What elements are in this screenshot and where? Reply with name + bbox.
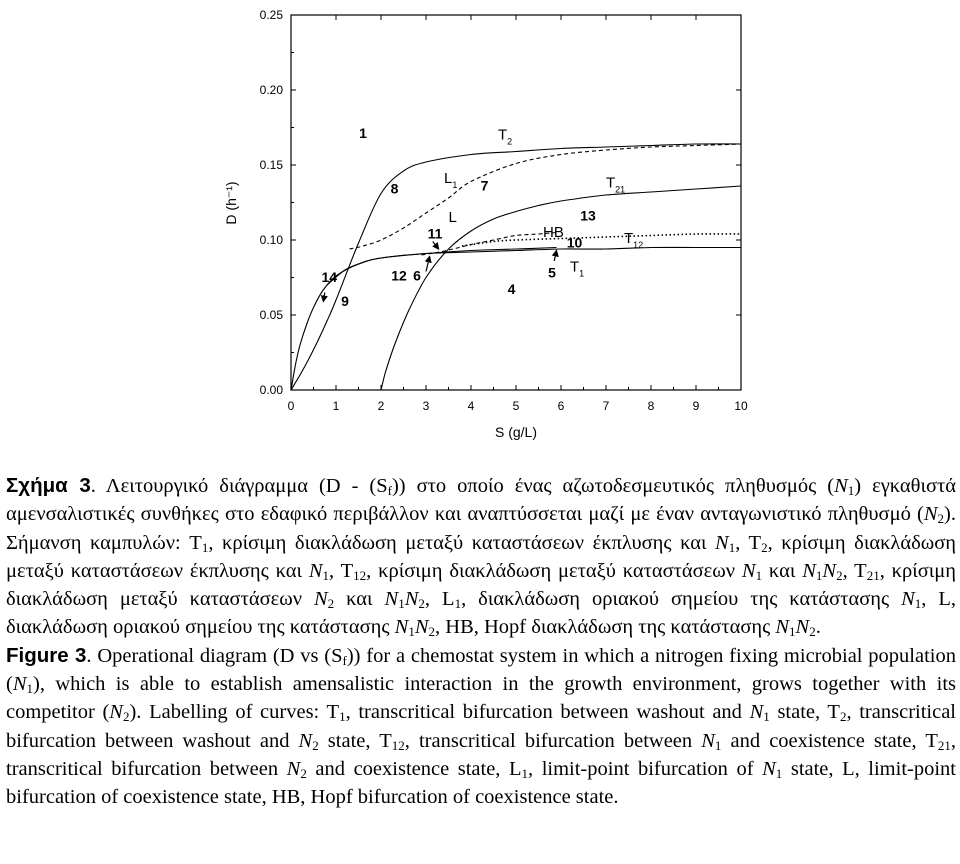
pointer-arrow <box>426 257 430 272</box>
caption-italic: N <box>834 475 848 497</box>
caption-text: )) for a chemostat system in which a nitrogen fixing microbial population ( <box>6 644 956 696</box>
x-tick-label: 3 <box>422 399 430 413</box>
caption-sub: 21 <box>937 737 951 753</box>
curve-label: HB <box>543 224 564 241</box>
caption-italic: N <box>762 757 776 780</box>
caption-italic: N <box>701 729 715 752</box>
caption-text: , κρίσιμη διακλάδωση μεταξύ καταστάσεων έκπλυσης και <box>208 531 716 554</box>
region-label: 9 <box>341 293 349 309</box>
caption-text: , transcritical bifurcation between <box>404 729 702 752</box>
caption-sub: 2 <box>937 511 945 527</box>
x-tick-label: 7 <box>602 399 610 413</box>
caption-italic: N <box>923 503 938 526</box>
curve-t21 <box>381 186 741 390</box>
caption-sub: f <box>342 652 347 668</box>
caption-italic: N <box>109 701 123 724</box>
curve-label: $L_1$ <box>444 170 458 190</box>
caption-sub: 1 <box>398 596 405 612</box>
caption-italic: N <box>414 616 429 639</box>
x-tick-label: 6 <box>557 399 565 413</box>
caption-greek-label: Σχήμα 3 <box>6 474 91 497</box>
caption-sub: 1 <box>763 709 770 725</box>
x-tick-label: 10 <box>734 399 748 413</box>
caption-text: , T <box>329 559 354 582</box>
caption-text: , limit-point bifurcation of <box>528 757 763 780</box>
caption-text: , HB, Hopf διακλάδωση της κατάστασης <box>435 616 776 639</box>
curve-label: $T_1$ <box>570 258 585 279</box>
caption-sub: 2 <box>327 596 335 612</box>
y-axis-label: D (h⁻¹) <box>223 181 239 225</box>
y-tick-label: 0.10 <box>259 233 283 247</box>
curves <box>291 144 741 390</box>
caption-text: , διακλάδωση οριακού σημείου της κατάστασης <box>461 588 902 611</box>
caption-text: . Λειτουργικό διάγραμμα (D - (S <box>90 475 388 497</box>
caption-text: ) εγκαθιστά αμενσαλιστικές συνθήκες στο εδαφικό περιβάλλον και αναπτύσσεται μαζί με έναν ανταγωνιστικό πληθυσμό ( <box>6 475 957 526</box>
caption-sub: 21 <box>866 567 880 583</box>
caption-text: and coexistence state, T <box>721 729 938 752</box>
caption-text: , T <box>842 559 867 582</box>
caption-italic: N <box>802 559 816 582</box>
curve-label: $T_{21}$ <box>606 174 626 195</box>
caption-sub: 2 <box>809 624 816 640</box>
caption-text: . <box>815 616 821 639</box>
caption-italic: N <box>795 616 810 639</box>
x-axis-label: S (g/L) <box>494 424 538 440</box>
caption-text: state, L, limit-point bifurcation of coexistence state, HB, Hopf bifurcation of coexistence state. <box>6 757 956 809</box>
caption-sub: 12 <box>391 737 405 753</box>
caption-text: . Operational diagram (D vs (S <box>86 644 343 667</box>
caption-italic: N <box>775 616 790 639</box>
caption-sub: 1 <box>847 483 855 498</box>
caption-italic: N <box>308 559 323 582</box>
caption-sub: 2 <box>122 709 130 725</box>
caption-sub: 12 <box>353 567 367 583</box>
caption-text: , κρίσιμη διακλάδωση μεταξύ καταστάσεων <box>6 559 957 611</box>
x-tick-label: 4 <box>467 399 475 413</box>
caption-text: , L, διακλάδωση οριακού σημείου της κατάστασης <box>6 588 957 639</box>
caption-text: state, T <box>318 729 392 752</box>
caption-italic: N <box>384 588 399 611</box>
caption-sub: f <box>387 483 392 498</box>
caption-italic: N <box>286 757 301 780</box>
axes <box>260 8 748 413</box>
caption-text: ), which is able to establish amensalistic interaction in the growth environment, grows together with its competitor ( <box>6 673 956 724</box>
y-tick-label: 0.25 <box>259 8 283 22</box>
region-label: 5 <box>548 264 556 281</box>
caption-text: state, T <box>769 701 840 724</box>
caption-sub: 1 <box>775 765 783 781</box>
caption-text: , transcritical bifurcation between washout and <box>345 701 750 724</box>
region-label: 13 <box>580 207 596 224</box>
caption-text: )) στο οποίο ένας αζωτοδεσμευτικός πληθυσμός ( <box>391 475 835 497</box>
caption-text: και <box>334 588 385 611</box>
pointer-arrow <box>433 242 439 250</box>
figure-caption <box>6 472 956 812</box>
x-tick-label: 5 <box>512 399 520 413</box>
y-tick-label: 0.05 <box>259 308 283 322</box>
caption-english-label: Figure 3 <box>6 643 87 667</box>
caption-sub: 1 <box>408 624 415 640</box>
caption-greek <box>6 472 956 642</box>
region-label: 12 <box>391 267 407 284</box>
x-tick-label: 8 <box>647 399 655 413</box>
region-label: 14 <box>321 269 338 285</box>
y-tick-label: 0.00 <box>259 383 283 397</box>
caption-sub: 1 <box>322 567 330 583</box>
region-label: 6 <box>413 267 421 284</box>
caption-sub: 2 <box>839 709 847 725</box>
caption-sub: 1 <box>26 681 34 697</box>
caption-sub: 2 <box>761 539 768 555</box>
caption-sub: 2 <box>428 624 436 640</box>
pointer-arrow <box>554 251 556 262</box>
caption-sub: 2 <box>312 737 319 753</box>
caption-italic: N <box>12 673 27 696</box>
caption-text: , κρίσιμη διακλάδωση μεταξύ καταστάσεων <box>366 559 742 582</box>
caption-sub: 1 <box>201 539 209 555</box>
region-label: 11 <box>427 225 443 242</box>
caption-text: και <box>762 559 803 582</box>
region-label: 1 <box>359 125 367 141</box>
caption-italic: N <box>298 729 313 752</box>
caption-text: , transcritical bifurcation between <box>6 729 956 780</box>
y-tick-label: 0.20 <box>259 83 283 97</box>
curve-t2 <box>291 144 741 390</box>
region-label: 8 <box>390 180 399 197</box>
y-tick-label: 0.15 <box>259 158 283 172</box>
caption-text: and coexistence state, L <box>306 757 522 780</box>
caption-italic: N <box>715 531 729 554</box>
curve-t1 <box>291 247 741 390</box>
caption-sub: 1 <box>728 539 736 555</box>
caption-italic: N <box>741 559 756 582</box>
x-tick-label: 1 <box>332 399 340 413</box>
plot-frame <box>291 15 741 390</box>
caption-text: , transcritical bifurcation between washout and <box>6 701 956 752</box>
caption-text: , L <box>424 588 455 611</box>
caption-sub: 1 <box>755 567 763 583</box>
pointer-arrow <box>323 293 324 302</box>
caption-italic: N <box>394 616 409 639</box>
caption-italic: N <box>313 588 328 611</box>
caption-sub: 1 <box>521 765 529 781</box>
caption-sub: 1 <box>815 567 823 583</box>
caption-sub: 1 <box>914 596 922 612</box>
caption-sub: 2 <box>418 596 425 612</box>
x-tick-label: 2 <box>377 399 385 413</box>
caption-sub: 1 <box>339 709 346 725</box>
caption-italic: N <box>822 559 837 582</box>
caption-sub: 1 <box>789 624 796 640</box>
caption-english <box>6 642 956 812</box>
region-label: 10 <box>566 234 583 251</box>
curve-label: $T_2$ <box>498 126 513 147</box>
caption-italic: N <box>901 588 915 611</box>
region-label: 4 <box>507 281 516 297</box>
caption-text: , T <box>735 531 762 554</box>
x-tick-label: 0 <box>287 399 295 413</box>
region-label: 7 <box>480 177 489 194</box>
x-tick-label: 9 <box>692 399 700 413</box>
caption-italic: N <box>749 701 764 724</box>
caption-text: ). Labelling of curves: T <box>129 701 340 724</box>
caption-sub: 1 <box>714 737 722 753</box>
caption-sub: 2 <box>300 765 307 781</box>
caption-sub: 2 <box>836 567 843 583</box>
caption-sub: 1 <box>454 596 462 612</box>
curve-t12 <box>462 234 741 246</box>
caption-text: ). Σήμανση καμπυλών: T <box>6 503 956 554</box>
curve-label: $T_{12}$ <box>624 230 644 250</box>
curve-label: L <box>448 209 457 226</box>
caption-italic: N <box>404 588 419 611</box>
caption-text: , κρίσιμη διακλάδωση μεταξύ καταστάσεων έκπλυσης και <box>6 531 957 582</box>
